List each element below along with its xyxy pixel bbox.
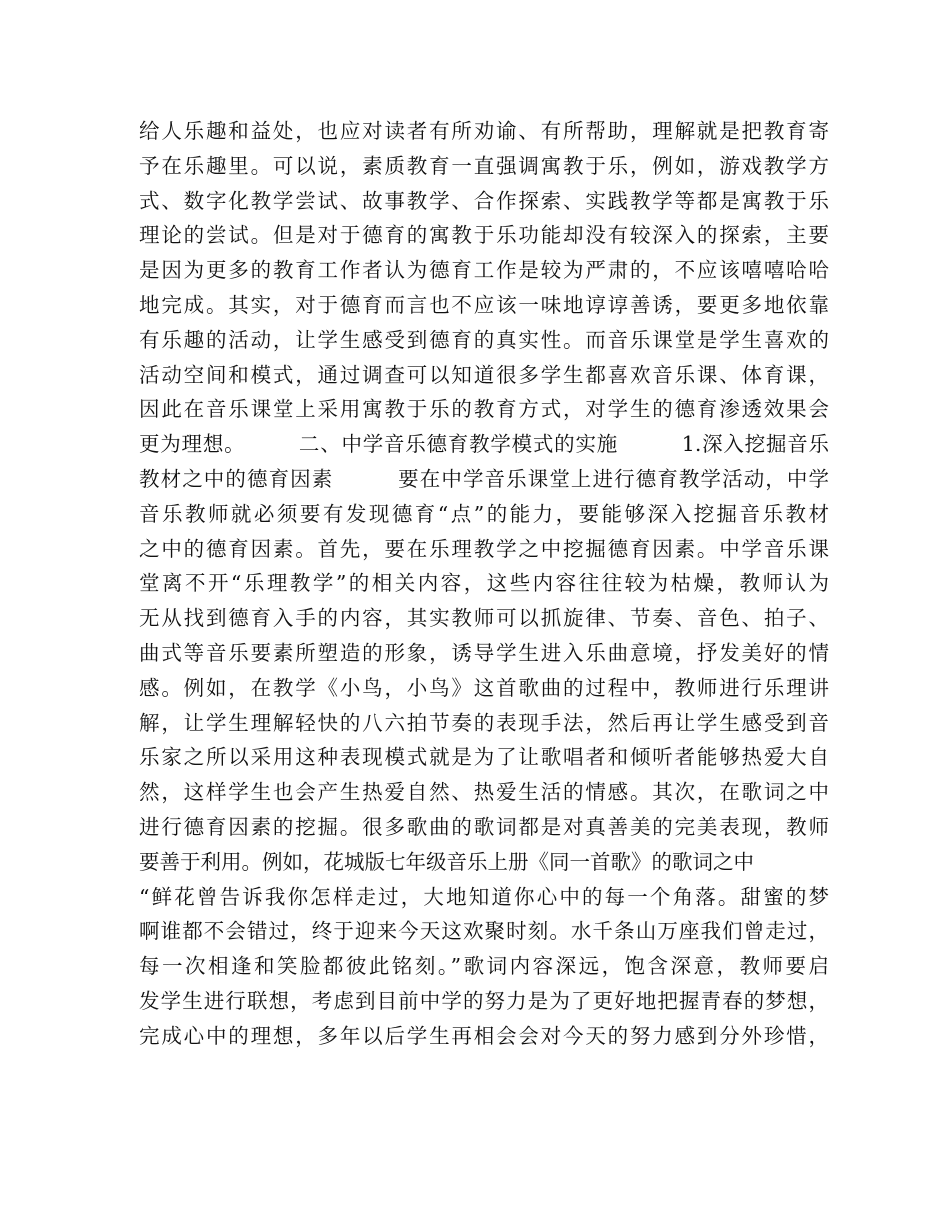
text-line: 理论的尝试。但是对于德育的寓教于乐功能却没有较深入的探索，主要 — [139, 223, 829, 248]
text-line: 乐家之所以采用这种表现模式就是为了让歌唱者和倾听者能够热爱大自 — [139, 745, 829, 770]
text-line: 要善于利用。例如，花城版七年级音乐上册《同一首歌》的歌词之中 — [139, 849, 754, 874]
text-line: 之中的德育因素。首先，要在乐理教学之中挖掘德育因素。中学音乐课 — [139, 536, 829, 561]
text-line: 堂离不开“乐理教学”的相关内容，这些内容往往较为枯燥，教师认为 — [139, 571, 829, 596]
text-line: 无从找到德育入手的内容，其实教师可以抓旋律、节奏、音色、拍子、 — [139, 606, 829, 631]
text-line: 进行德育因素的挖掘。很多歌曲的歌词都是对真善美的完美表现，教师 — [139, 814, 829, 839]
text-line: 音乐教师就必须要有发现德育“点”的能力，要能够深入挖掘音乐教材 — [139, 501, 829, 526]
text-line: “鲜花曾告诉我你怎样走过，大地知道你心中的每一个角落。甜蜜的梦 — [139, 884, 829, 909]
text-line: 啊谁都不会错过，终于迎来今天这欢聚时刻。水千条山万座我们曾走过， — [139, 919, 829, 944]
text-line: 每一次相逢和笑脸都彼此铭刻。”歌词内容深远，饱含深意，教师要启 — [139, 954, 829, 979]
body-paragraph — [139, 114, 829, 1054]
text-line: 予在乐趣里。可以说，素质教育一直强调寓教于乐，例如，游戏教学方 — [139, 153, 829, 178]
text-line: 式、数字化教学尝试、故事教学、合作探索、实践教学等都是寓教于乐 — [139, 188, 829, 213]
text-line: 给人乐趣和益处，也应对读者有所劝谕、有所帮助，理解就是把教育寄 — [139, 119, 829, 143]
text-line: 是因为更多的教育工作者认为德育工作是较为严肃的，不应该嘻嘻哈哈 — [139, 258, 829, 283]
text-line: 因此在音乐课堂上采用寓教于乐的教育方式，对学生的德育渗透效果会 — [139, 397, 829, 422]
text-line: 有乐趣的活动，让学生感受到德育的真实性。而音乐课堂是学生喜欢的 — [139, 327, 829, 352]
text-line: 地完成。其实，对于德育而言也不应该一味地谆谆善诱，要更多地依靠 — [139, 292, 829, 317]
text-line: 活动空间和模式，通过调查可以知道很多学生都喜欢音乐课、体育课， — [139, 362, 829, 387]
text-line: 解，让学生理解轻快的八六拍节奏的表现手法，然后再让学生感受到音 — [139, 710, 829, 735]
text-line: 然，这样学生也会产生热爱自然、热爱生活的情感。其次，在歌词之中 — [139, 780, 829, 805]
text-line: 曲式等音乐要素所塑造的形象，诱导学生进入乐曲意境，抒发美好的情 — [139, 640, 829, 665]
text-line: 发学生进行联想，考虑到目前中学的努力是为了更好地把握青春的梦想， — [139, 988, 829, 1013]
subsection-heading-line: 教材之中的德育因素 要在中学音乐课堂上进行德育教学活动，中学 — [139, 466, 829, 491]
section-heading-line: 更为理想。 二、中学音乐德育教学模式的实施 1.深入挖掘音乐 — [139, 432, 829, 457]
text-line: 完成心中的理想，多年以后学生再相会会对今天的努力感到分外珍惜， — [139, 1023, 829, 1048]
text-line: 感。例如，在教学《小鸟，小鸟》这首歌曲的过程中，教师进行乐理讲 — [139, 675, 829, 700]
